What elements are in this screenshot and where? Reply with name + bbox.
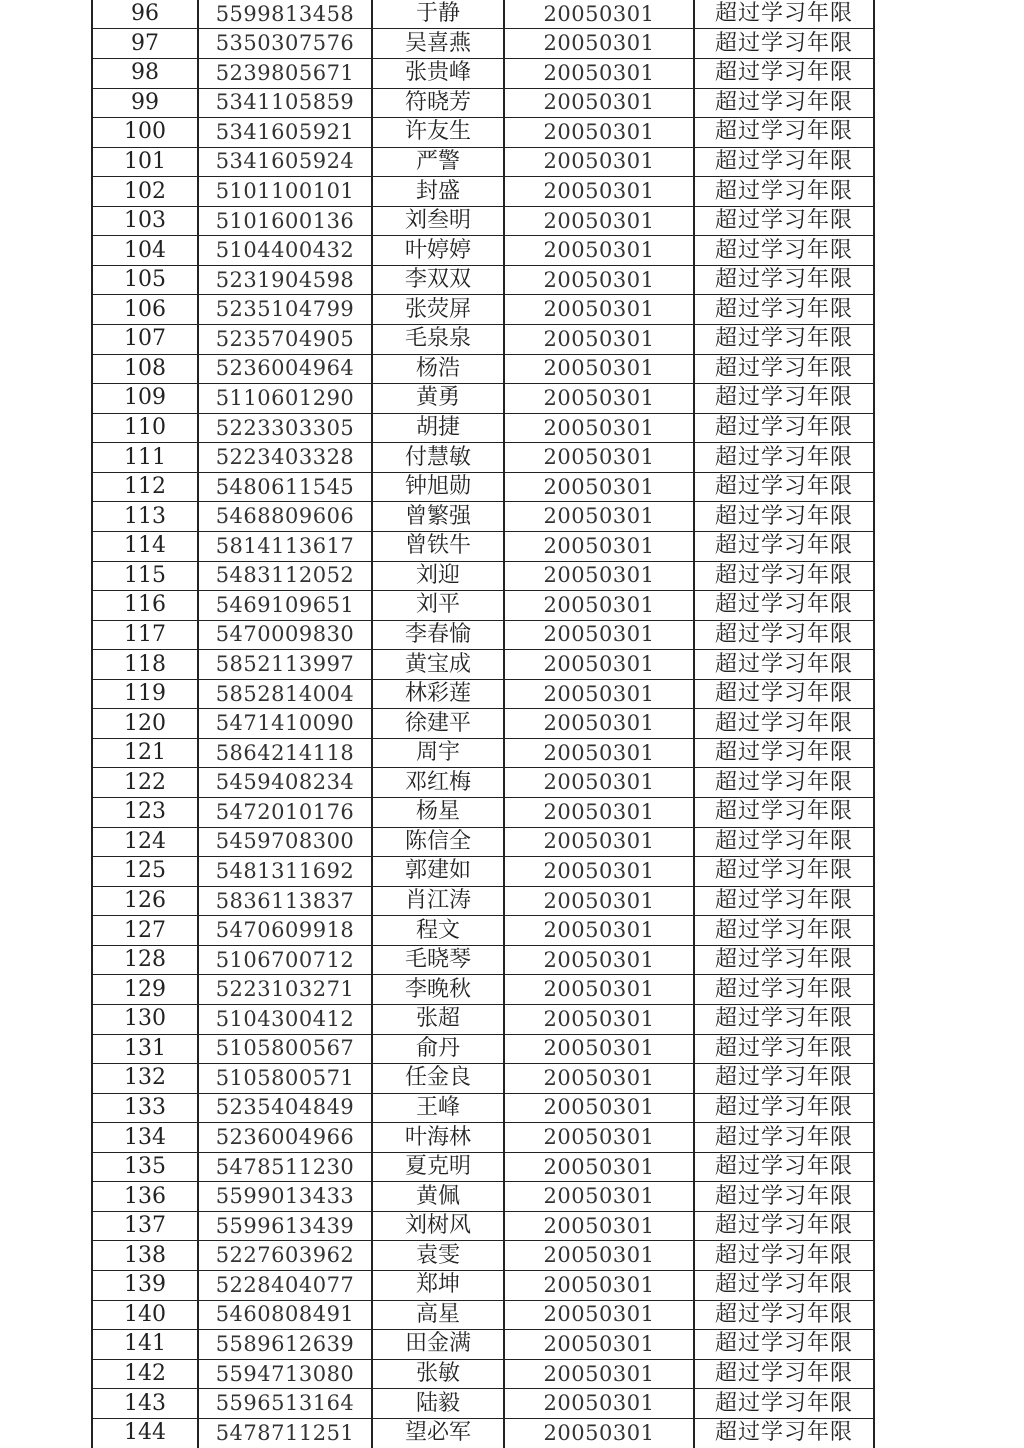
reason-text: 超过学习年限: [694, 1359, 874, 1389]
row-number: 106: [92, 295, 198, 325]
record-date: 20050301: [504, 1004, 694, 1034]
student-name: 周宇: [372, 738, 504, 768]
row-number: 120: [92, 709, 198, 739]
record-date: 20050301: [504, 443, 694, 473]
student-id: 5478511230: [198, 1152, 372, 1182]
row-number: 132: [92, 1064, 198, 1094]
reason-text: 超过学习年限: [694, 916, 874, 946]
student-id: 5235104799: [198, 295, 372, 325]
student-name: 张敏: [372, 1359, 504, 1389]
reason-text: 超过学习年限: [694, 827, 874, 857]
row-number: 143: [92, 1389, 198, 1419]
student-id: 5599613439: [198, 1211, 372, 1241]
table-row: [92, 679, 874, 709]
reason-text: 超过学习年限: [694, 502, 874, 532]
student-id: 5231904598: [198, 265, 372, 295]
table-row: [92, 147, 874, 177]
record-date: 20050301: [504, 1152, 694, 1182]
record-date: 20050301: [504, 857, 694, 887]
table-row: [92, 413, 874, 443]
row-number: 107: [92, 325, 198, 355]
reason-text: 超过学习年限: [694, 1300, 874, 1330]
table-row: [92, 265, 874, 295]
student-id: 5852814004: [198, 679, 372, 709]
row-number: 127: [92, 916, 198, 946]
reason-text: 超过学习年限: [694, 88, 874, 118]
reason-text: 超过学习年限: [694, 443, 874, 473]
row-number: 123: [92, 798, 198, 828]
record-date: 20050301: [504, 1123, 694, 1153]
row-number: 133: [92, 1093, 198, 1123]
reason-text: 超过学习年限: [694, 58, 874, 88]
record-date: 20050301: [504, 118, 694, 148]
reason-text: 超过学习年限: [694, 679, 874, 709]
table-row: [92, 1004, 874, 1034]
student-id: 5472010176: [198, 798, 372, 828]
student-name: 李晚秋: [372, 975, 504, 1005]
student-name: 陈信全: [372, 827, 504, 857]
reason-text: 超过学习年限: [694, 798, 874, 828]
row-number: 136: [92, 1182, 198, 1212]
record-date: 20050301: [504, 502, 694, 532]
student-name: 李春愉: [372, 620, 504, 650]
row-number: 126: [92, 886, 198, 916]
student-name: 杨浩: [372, 354, 504, 384]
record-date: 20050301: [504, 206, 694, 236]
student-name: 杨星: [372, 798, 504, 828]
student-id: 5470009830: [198, 620, 372, 650]
student-name: 田金满: [372, 1330, 504, 1360]
row-number: 102: [92, 177, 198, 207]
table-row: [92, 916, 874, 946]
record-date: 20050301: [504, 1034, 694, 1064]
record-date: 20050301: [504, 295, 694, 325]
record-date: 20050301: [504, 1211, 694, 1241]
table-row: [92, 709, 874, 739]
record-date: 20050301: [504, 236, 694, 266]
table-row: [92, 1152, 874, 1182]
student-name: 王峰: [372, 1093, 504, 1123]
student-name: 封盛: [372, 177, 504, 207]
reason-text: 超过学习年限: [694, 1004, 874, 1034]
record-date: 20050301: [504, 265, 694, 295]
reason-text: 超过学习年限: [694, 650, 874, 680]
record-date: 20050301: [504, 650, 694, 680]
student-name: 林彩莲: [372, 679, 504, 709]
reason-text: 超过学习年限: [694, 236, 874, 266]
record-date: 20050301: [504, 354, 694, 384]
record-date: 20050301: [504, 58, 694, 88]
student-name: 毛泉泉: [372, 325, 504, 355]
reason-text: 超过学习年限: [694, 413, 874, 443]
student-name: 邓红梅: [372, 768, 504, 798]
row-number: 139: [92, 1271, 198, 1301]
student-id: 5599813458: [198, 0, 372, 29]
row-number: 144: [92, 1418, 198, 1448]
student-name: 严警: [372, 147, 504, 177]
reason-text: 超过学习年限: [694, 561, 874, 591]
student-name: 陆毅: [372, 1389, 504, 1419]
row-number: 100: [92, 118, 198, 148]
student-id: 5468809606: [198, 502, 372, 532]
reason-text: 超过学习年限: [694, 1182, 874, 1212]
student-name: 任金良: [372, 1064, 504, 1094]
reason-text: 超过学习年限: [694, 975, 874, 1005]
table-row: [92, 0, 874, 29]
row-number: 117: [92, 620, 198, 650]
table-row: [92, 886, 874, 916]
student-id: 5470609918: [198, 916, 372, 946]
student-name: 刘叁明: [372, 206, 504, 236]
student-name: 黄勇: [372, 384, 504, 414]
reason-text: 超过学习年限: [694, 472, 874, 502]
table-row: [92, 29, 874, 59]
reason-text: 超过学习年限: [694, 147, 874, 177]
record-date: 20050301: [504, 472, 694, 502]
record-date: 20050301: [504, 709, 694, 739]
student-id: 5235404849: [198, 1093, 372, 1123]
student-name: 叶婷婷: [372, 236, 504, 266]
record-date: 20050301: [504, 945, 694, 975]
student-name: 吴喜燕: [372, 29, 504, 59]
student-id: 5459708300: [198, 827, 372, 857]
student-name: 夏克明: [372, 1152, 504, 1182]
reason-text: 超过学习年限: [694, 738, 874, 768]
row-number: 135: [92, 1152, 198, 1182]
row-number: 98: [92, 58, 198, 88]
table-row: [92, 1389, 874, 1419]
row-number: 103: [92, 206, 198, 236]
student-id: 5864214118: [198, 738, 372, 768]
row-number: 96: [92, 0, 198, 29]
record-date: 20050301: [504, 591, 694, 621]
row-number: 124: [92, 827, 198, 857]
row-number: 97: [92, 29, 198, 59]
record-date: 20050301: [504, 177, 694, 207]
reason-text: 超过学习年限: [694, 1418, 874, 1448]
reason-text: 超过学习年限: [694, 1330, 874, 1360]
reason-text: 超过学习年限: [694, 1389, 874, 1419]
reason-text: 超过学习年限: [694, 325, 874, 355]
student-name: 徐建平: [372, 709, 504, 739]
student-name: 张贵峰: [372, 58, 504, 88]
student-id: 5836113837: [198, 886, 372, 916]
student-id: 5223303305: [198, 413, 372, 443]
student-id: 5101600136: [198, 206, 372, 236]
table-row: [92, 325, 874, 355]
reason-text: 超过学习年限: [694, 354, 874, 384]
student-name: 付慧敏: [372, 443, 504, 473]
table-row: [92, 620, 874, 650]
reason-text: 超过学习年限: [694, 1064, 874, 1094]
table-row: [92, 975, 874, 1005]
table-row: [92, 1300, 874, 1330]
record-date: 20050301: [504, 620, 694, 650]
reason-text: 超过学习年限: [694, 945, 874, 975]
student-name: 袁雯: [372, 1241, 504, 1271]
reason-text: 超过学习年限: [694, 265, 874, 295]
row-number: 109: [92, 384, 198, 414]
student-name: 符晓芳: [372, 88, 504, 118]
student-name: 刘迎: [372, 561, 504, 591]
student-name: 刘树风: [372, 1211, 504, 1241]
table-row: [92, 857, 874, 887]
row-number: 118: [92, 650, 198, 680]
student-id: 5483112052: [198, 561, 372, 591]
student-id: 5478711251: [198, 1418, 372, 1448]
reason-text: 超过学习年限: [694, 531, 874, 561]
student-name: 叶海林: [372, 1123, 504, 1153]
reason-text: 超过学习年限: [694, 0, 874, 29]
row-number: 108: [92, 354, 198, 384]
record-date: 20050301: [504, 1359, 694, 1389]
student-id: 5852113997: [198, 650, 372, 680]
reason-text: 超过学习年限: [694, 709, 874, 739]
reason-text: 超过学习年限: [694, 1123, 874, 1153]
student-id: 5596513164: [198, 1389, 372, 1419]
student-name: 俞丹: [372, 1034, 504, 1064]
reason-text: 超过学习年限: [694, 886, 874, 916]
student-id: 5236004964: [198, 354, 372, 384]
table-row: [92, 650, 874, 680]
reason-text: 超过学习年限: [694, 1152, 874, 1182]
reason-text: 超过学习年限: [694, 295, 874, 325]
student-name: 曾繁强: [372, 502, 504, 532]
row-number: 112: [92, 472, 198, 502]
student-name: 于静: [372, 0, 504, 29]
table-row: [92, 1330, 874, 1360]
row-number: 142: [92, 1359, 198, 1389]
student-name: 刘平: [372, 591, 504, 621]
student-id: 5223103271: [198, 975, 372, 1005]
student-id: 5471410090: [198, 709, 372, 739]
record-date: 20050301: [504, 975, 694, 1005]
student-id: 5105800571: [198, 1064, 372, 1094]
reason-text: 超过学习年限: [694, 177, 874, 207]
record-date: 20050301: [504, 886, 694, 916]
table-row: [92, 236, 874, 266]
table-row: [92, 561, 874, 591]
table-row: [92, 827, 874, 857]
row-number: 101: [92, 147, 198, 177]
table-row: [92, 354, 874, 384]
table-row: [92, 738, 874, 768]
table-row: [92, 1211, 874, 1241]
reason-text: 超过学习年限: [694, 118, 874, 148]
student-id: 5341605921: [198, 118, 372, 148]
student-name: 毛晓琴: [372, 945, 504, 975]
row-number: 99: [92, 88, 198, 118]
table-row: [92, 472, 874, 502]
student-id: 5459408234: [198, 768, 372, 798]
record-date: 20050301: [504, 147, 694, 177]
row-number: 113: [92, 502, 198, 532]
row-number: 119: [92, 679, 198, 709]
record-date: 20050301: [504, 561, 694, 591]
table-row: [92, 295, 874, 325]
student-name: 张荧屏: [372, 295, 504, 325]
student-id: 5236004966: [198, 1123, 372, 1153]
row-number: 131: [92, 1034, 198, 1064]
table-row: [92, 1093, 874, 1123]
table-row: [92, 1418, 874, 1448]
student-name: 许友生: [372, 118, 504, 148]
student-id: 5460808491: [198, 1300, 372, 1330]
student-name: 望必军: [372, 1418, 504, 1448]
row-number: 110: [92, 413, 198, 443]
student-name: 钟旭勋: [372, 472, 504, 502]
reason-text: 超过学习年限: [694, 1034, 874, 1064]
table-row: [92, 1241, 874, 1271]
reason-text: 超过学习年限: [694, 1241, 874, 1271]
record-date: 20050301: [504, 1271, 694, 1301]
student-id: 5341105859: [198, 88, 372, 118]
student-id: 5101100101: [198, 177, 372, 207]
row-number: 114: [92, 531, 198, 561]
row-number: 141: [92, 1330, 198, 1360]
student-id: 5814113617: [198, 531, 372, 561]
reason-text: 超过学习年限: [694, 1271, 874, 1301]
student-name: 肖江涛: [372, 886, 504, 916]
student-name: 黄佩: [372, 1182, 504, 1212]
table-row: [92, 384, 874, 414]
student-id: 5599013433: [198, 1182, 372, 1212]
row-number: 129: [92, 975, 198, 1005]
record-date: 20050301: [504, 827, 694, 857]
row-number: 134: [92, 1123, 198, 1153]
record-date: 20050301: [504, 29, 694, 59]
student-name: 高星: [372, 1300, 504, 1330]
record-date: 20050301: [504, 1241, 694, 1271]
row-number: 116: [92, 591, 198, 621]
table-row: [92, 177, 874, 207]
table-row: [92, 1182, 874, 1212]
record-date: 20050301: [504, 798, 694, 828]
student-id: 5589612639: [198, 1330, 372, 1360]
row-number: 140: [92, 1300, 198, 1330]
row-number: 115: [92, 561, 198, 591]
table-row: [92, 531, 874, 561]
student-name: 郭建如: [372, 857, 504, 887]
record-date: 20050301: [504, 1182, 694, 1212]
row-number: 130: [92, 1004, 198, 1034]
student-id: 5110601290: [198, 384, 372, 414]
table-row: [92, 1359, 874, 1389]
student-id: 5106700712: [198, 945, 372, 975]
record-date: 20050301: [504, 768, 694, 798]
table-row: [92, 591, 874, 621]
row-number: 121: [92, 738, 198, 768]
record-date: 20050301: [504, 325, 694, 355]
reason-text: 超过学习年限: [694, 29, 874, 59]
table-row: [92, 1064, 874, 1094]
record-date: 20050301: [504, 1300, 694, 1330]
student-name: 程文: [372, 916, 504, 946]
record-date: 20050301: [504, 1330, 694, 1360]
student-id: 5469109651: [198, 591, 372, 621]
student-id: 5239805671: [198, 58, 372, 88]
record-date: 20050301: [504, 384, 694, 414]
row-number: 105: [92, 265, 198, 295]
student-id: 5104300412: [198, 1004, 372, 1034]
record-date: 20050301: [504, 1093, 694, 1123]
student-name: 李双双: [372, 265, 504, 295]
row-number: 137: [92, 1211, 198, 1241]
table-row: [92, 443, 874, 473]
table-row: [92, 502, 874, 532]
student-id: 5223403328: [198, 443, 372, 473]
record-date: 20050301: [504, 0, 694, 29]
record-date: 20050301: [504, 88, 694, 118]
row-number: 125: [92, 857, 198, 887]
reason-text: 超过学习年限: [694, 384, 874, 414]
row-number: 111: [92, 443, 198, 473]
student-id: 5105800567: [198, 1034, 372, 1064]
reason-text: 超过学习年限: [694, 768, 874, 798]
reason-text: 超过学习年限: [694, 1211, 874, 1241]
student-id: 5227603962: [198, 1241, 372, 1271]
reason-text: 超过学习年限: [694, 857, 874, 887]
reason-text: 超过学习年限: [694, 206, 874, 236]
student-id: 5480611545: [198, 472, 372, 502]
student-id: 5235704905: [198, 325, 372, 355]
row-number: 122: [92, 768, 198, 798]
reason-text: 超过学习年限: [694, 1093, 874, 1123]
student-id: 5228404077: [198, 1271, 372, 1301]
table-row: [92, 1034, 874, 1064]
record-date: 20050301: [504, 738, 694, 768]
table-row: [92, 798, 874, 828]
record-date: 20050301: [504, 1389, 694, 1419]
table-row: [92, 88, 874, 118]
record-date: 20050301: [504, 916, 694, 946]
student-name: 黄宝成: [372, 650, 504, 680]
row-number: 128: [92, 945, 198, 975]
student-id: 5104400432: [198, 236, 372, 266]
record-date: 20050301: [504, 679, 694, 709]
table-row: [92, 1123, 874, 1153]
student-name: 张超: [372, 1004, 504, 1034]
student-roster-table: [91, 0, 875, 1448]
student-name: 胡捷: [372, 413, 504, 443]
student-id: 5594713080: [198, 1359, 372, 1389]
row-number: 104: [92, 236, 198, 266]
record-date: 20050301: [504, 413, 694, 443]
reason-text: 超过学习年限: [694, 620, 874, 650]
record-date: 20050301: [504, 531, 694, 561]
table-row: [92, 945, 874, 975]
student-name: 郑坤: [372, 1271, 504, 1301]
table-row: [92, 768, 874, 798]
table-row: [92, 1271, 874, 1301]
table-row: [92, 118, 874, 148]
row-number: 138: [92, 1241, 198, 1271]
student-name: 曾铁牛: [372, 531, 504, 561]
roster-body: [92, 0, 874, 1448]
reason-text: 超过学习年限: [694, 591, 874, 621]
table-row: [92, 58, 874, 88]
record-date: 20050301: [504, 1064, 694, 1094]
student-id: 5481311692: [198, 857, 372, 887]
record-date: 20050301: [504, 1418, 694, 1448]
student-id: 5341605924: [198, 147, 372, 177]
student-id: 5350307576: [198, 29, 372, 59]
table-row: [92, 206, 874, 236]
